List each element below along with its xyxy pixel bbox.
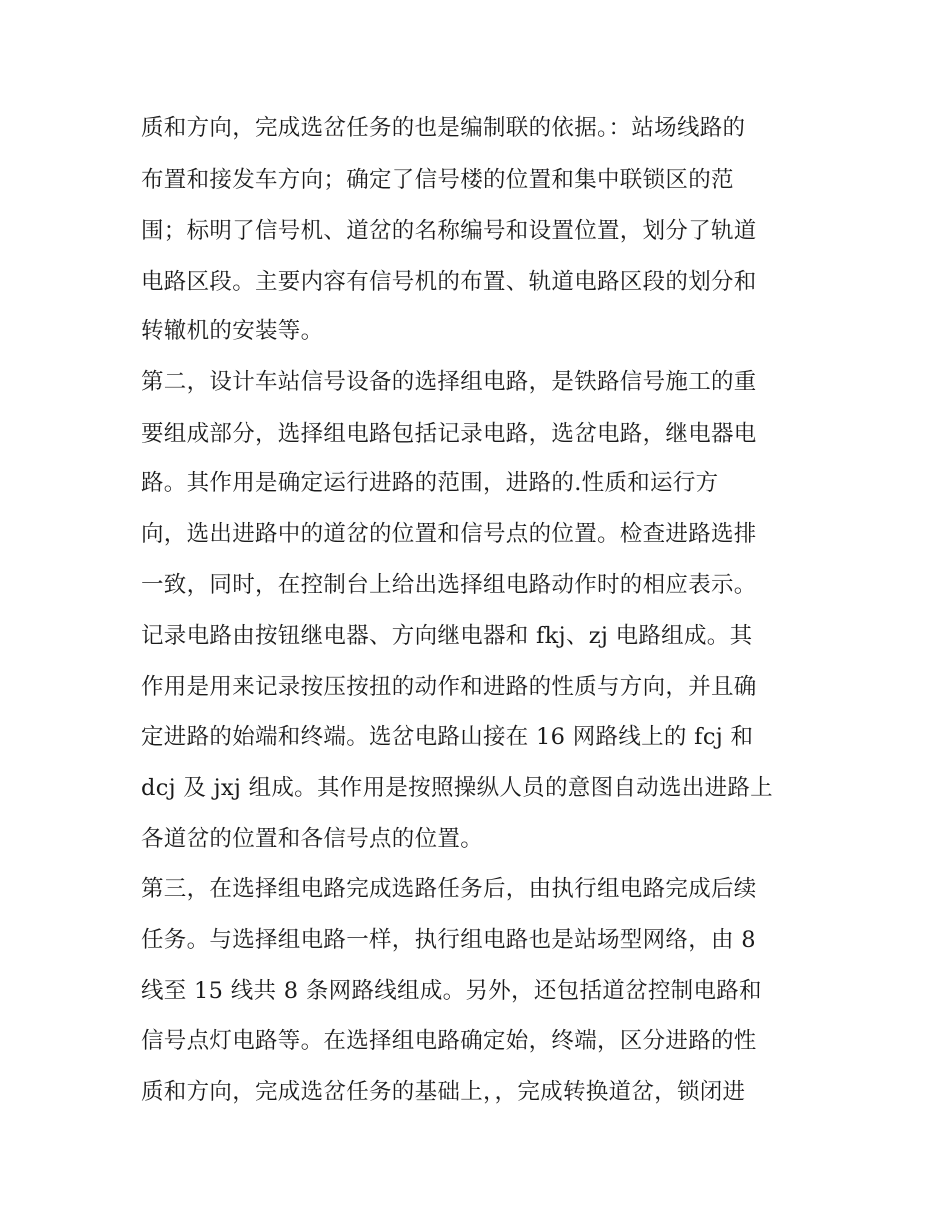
text-line: 任务。与选择组电路一样，执行组电路也是站场型网络，由 8 bbox=[141, 927, 756, 953]
text-line: 路。其作用是确定运行进路的范围，进路的.性质和运行方 bbox=[141, 470, 719, 496]
text-line: 要组成部分，选择组电路包括记录电路，选岔电路，继电器电 bbox=[141, 421, 757, 447]
text-line: 线至 15 线共 8 条网路线组成。另外，还包括道岔控制电路和 bbox=[141, 978, 762, 1004]
text-line: 各道岔的位置和各信号点的位置。 bbox=[141, 826, 484, 852]
text-line: 转辙机的安装等。 bbox=[141, 318, 324, 344]
text-line: 布置和接发车方向；确定了信号楼的位置和集中联锁区的范 bbox=[141, 167, 734, 193]
text-line: 信号点灯电路等。在选择组电路确定始，终端，区分进路的性 bbox=[141, 1028, 757, 1054]
text-line: 一致，同时，在控制台上给出选择组电路动作时的相应表示。 bbox=[141, 572, 757, 598]
text-line: dcj 及 jxj 组成。其作用是按照操纵人员的意图自动选出进路上 bbox=[141, 775, 773, 801]
text-line: 质和方向，完成选岔任务的基础上，，完成转换道岔，锁闭进 bbox=[141, 1079, 746, 1105]
text-line: 围；标明了信号机、道岔的名称编号和设置位置，划分了轨道 bbox=[141, 218, 757, 244]
text-line: 定进路的始端和终端。选岔电路山接在 16 网路线上的 fcj 和 bbox=[141, 724, 754, 750]
text-line: 作用是用来记录按压按扭的动作和进路的性质与方向，并且确 bbox=[141, 674, 757, 700]
text-line: 第二，设计车站信号设备的选择组电路，是铁路信号施工的重 bbox=[141, 369, 757, 395]
text-line: 质和方向，完成选岔任务的也是编制联的依据。：站场线路的 bbox=[141, 115, 746, 141]
text-line: 记录电路由按钮继电器、方向继电器和 fkj、zj 电路组成。其 bbox=[141, 623, 753, 649]
text-line: 电路区段。主要内容有信号机的布置、轨道电路区段的划分和 bbox=[141, 269, 757, 295]
text-line: 第三，在选择组电路完成选路任务后，由执行组电路完成后续 bbox=[141, 876, 757, 902]
text-line: 向，选出进路中的道岔的位置和信号点的位置。检查进路选排 bbox=[141, 521, 757, 547]
